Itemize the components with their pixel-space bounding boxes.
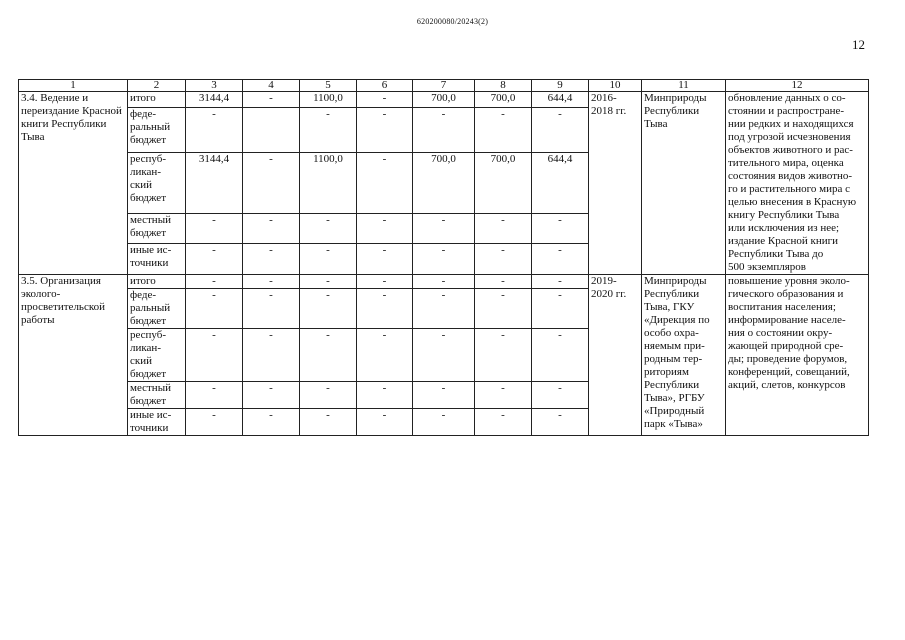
value-cell: -: [413, 289, 475, 329]
value-cell: -: [243, 92, 300, 108]
funding-source-cell: местный бюджет: [128, 382, 186, 409]
value-cell: -: [186, 244, 243, 275]
period-cell: 2016- 2018 гг.: [589, 92, 642, 275]
value-cell: -: [532, 329, 589, 382]
value-cell: -: [413, 107, 475, 152]
value-cell: -: [532, 289, 589, 329]
value-cell: -: [532, 275, 589, 289]
value-cell: -: [186, 275, 243, 289]
column-header: 4: [243, 80, 300, 92]
value-cell: -: [243, 275, 300, 289]
activity-cell: 3.4. Ведение и переиздание Красной книги Республики Тыва: [19, 92, 128, 275]
value-cell: 644,4: [532, 153, 589, 213]
value-cell: 700,0: [475, 153, 532, 213]
value-cell: -: [243, 153, 300, 213]
value-cell: -: [475, 382, 532, 409]
program-table: [18, 79, 869, 436]
value-cell: -: [413, 275, 475, 289]
value-cell: 700,0: [475, 92, 532, 108]
executor-cell: Минприроды Республики Тыва, ГКУ «Дирекция по особо охра- няемым при- родным тер- риториям Республики Тыва», РГБУ «Природный парк «Тыва»: [642, 275, 726, 436]
value-cell: 644,4: [532, 92, 589, 108]
value-cell: -: [413, 409, 475, 436]
page-number: 12: [852, 37, 865, 52]
column-header: 10: [589, 80, 642, 92]
column-header: 9: [532, 80, 589, 92]
value-cell: -: [413, 244, 475, 275]
value-cell: -: [357, 107, 413, 152]
value-cell: -: [243, 244, 300, 275]
column-header: 11: [642, 80, 726, 92]
value-cell: -: [357, 382, 413, 409]
value-cell: -: [186, 107, 243, 152]
funding-source-cell: иные ис- точники: [128, 409, 186, 436]
funding-source-cell: феде- ральный бюджет: [128, 107, 186, 152]
value-cell: -: [243, 409, 300, 436]
value-cell: -: [532, 382, 589, 409]
value-cell: -: [357, 213, 413, 244]
result-cell: повышение уровня эколо- гического образования и воспитания населения; информирование населе- ния о состоянии окру- жающей природной сре- ды; проведение форумов, конференций, совещаний, акций, слетов, конкурсов: [726, 275, 869, 436]
value-cell: 1100,0: [300, 153, 357, 213]
value-cell: -: [475, 213, 532, 244]
value-cell: -: [300, 275, 357, 289]
value-cell: -: [357, 329, 413, 382]
value-cell: -: [300, 409, 357, 436]
value-cell: -: [357, 244, 413, 275]
column-header: 3: [186, 80, 243, 92]
value-cell: -: [243, 289, 300, 329]
value-cell: -: [186, 289, 243, 329]
funding-source-cell: местный бюджет: [128, 213, 186, 244]
period-cell: 2019- 2020 гг.: [589, 275, 642, 436]
funding-source-cell: итого: [128, 275, 186, 289]
value-cell: -: [475, 244, 532, 275]
value-cell: -: [413, 329, 475, 382]
document-id: 620200080/20243(2): [416, 17, 489, 26]
value-cell: -: [300, 107, 357, 152]
value-cell: -: [532, 409, 589, 436]
table-row: [19, 92, 869, 108]
table-row: [19, 275, 869, 289]
value-cell: -: [300, 213, 357, 244]
column-header: 7: [413, 80, 475, 92]
value-cell: 3144,4: [186, 153, 243, 213]
column-header: 8: [475, 80, 532, 92]
value-cell: -: [186, 409, 243, 436]
value-cell: -: [357, 153, 413, 213]
column-header: 1: [19, 80, 128, 92]
column-header: 5: [300, 80, 357, 92]
value-cell: -: [413, 213, 475, 244]
value-cell: -: [357, 92, 413, 108]
column-header: 6: [357, 80, 413, 92]
header-row: [19, 80, 869, 92]
value-cell: 700,0: [413, 92, 475, 108]
value-cell: -: [475, 275, 532, 289]
value-cell: -: [186, 213, 243, 244]
result-cell: обновление данных о со- стоянии и распростране- нии редких и находящихся под угрозой исчезновения объектов животного и рас- тительного мира, оценка состояния видов животно- го и растительного мира с целью внесения в Красную книгу Республики Тыва или исключения из нее; издание Красной книги Республики Тыва до 500 экземпляров: [726, 92, 869, 275]
value-cell: 700,0: [413, 153, 475, 213]
value-cell: -: [357, 275, 413, 289]
value-cell: -: [186, 329, 243, 382]
value-cell: -: [532, 213, 589, 244]
value-cell: -: [357, 289, 413, 329]
value-cell: 1100,0: [300, 92, 357, 108]
value-cell: -: [300, 382, 357, 409]
value-cell: [243, 107, 300, 152]
value-cell: -: [475, 409, 532, 436]
column-header: 12: [726, 80, 869, 92]
value-cell: -: [243, 213, 300, 244]
value-cell: -: [532, 244, 589, 275]
funding-source-cell: итого: [128, 92, 186, 108]
value-cell: 3144,4: [186, 92, 243, 108]
funding-source-cell: феде- ральный бюджет: [128, 289, 186, 329]
value-cell: -: [532, 107, 589, 152]
funding-source-cell: респуб- ликан- ский бюджет: [128, 153, 186, 213]
value-cell: -: [300, 244, 357, 275]
value-cell: -: [243, 382, 300, 409]
value-cell: -: [186, 382, 243, 409]
value-cell: -: [475, 329, 532, 382]
value-cell: -: [243, 329, 300, 382]
value-cell: -: [475, 289, 532, 329]
value-cell: -: [357, 409, 413, 436]
activity-cell: 3.5. Организация эколого-просветительской работы: [19, 275, 128, 436]
value-cell: -: [300, 329, 357, 382]
column-header: 2: [128, 80, 186, 92]
executor-cell: Минприроды Республики Тыва: [642, 92, 726, 275]
funding-source-cell: иные ис- точники: [128, 244, 186, 275]
value-cell: -: [413, 382, 475, 409]
value-cell: -: [475, 107, 532, 152]
funding-source-cell: респуб- ликан- ский бюджет: [128, 329, 186, 382]
value-cell: -: [300, 289, 357, 329]
